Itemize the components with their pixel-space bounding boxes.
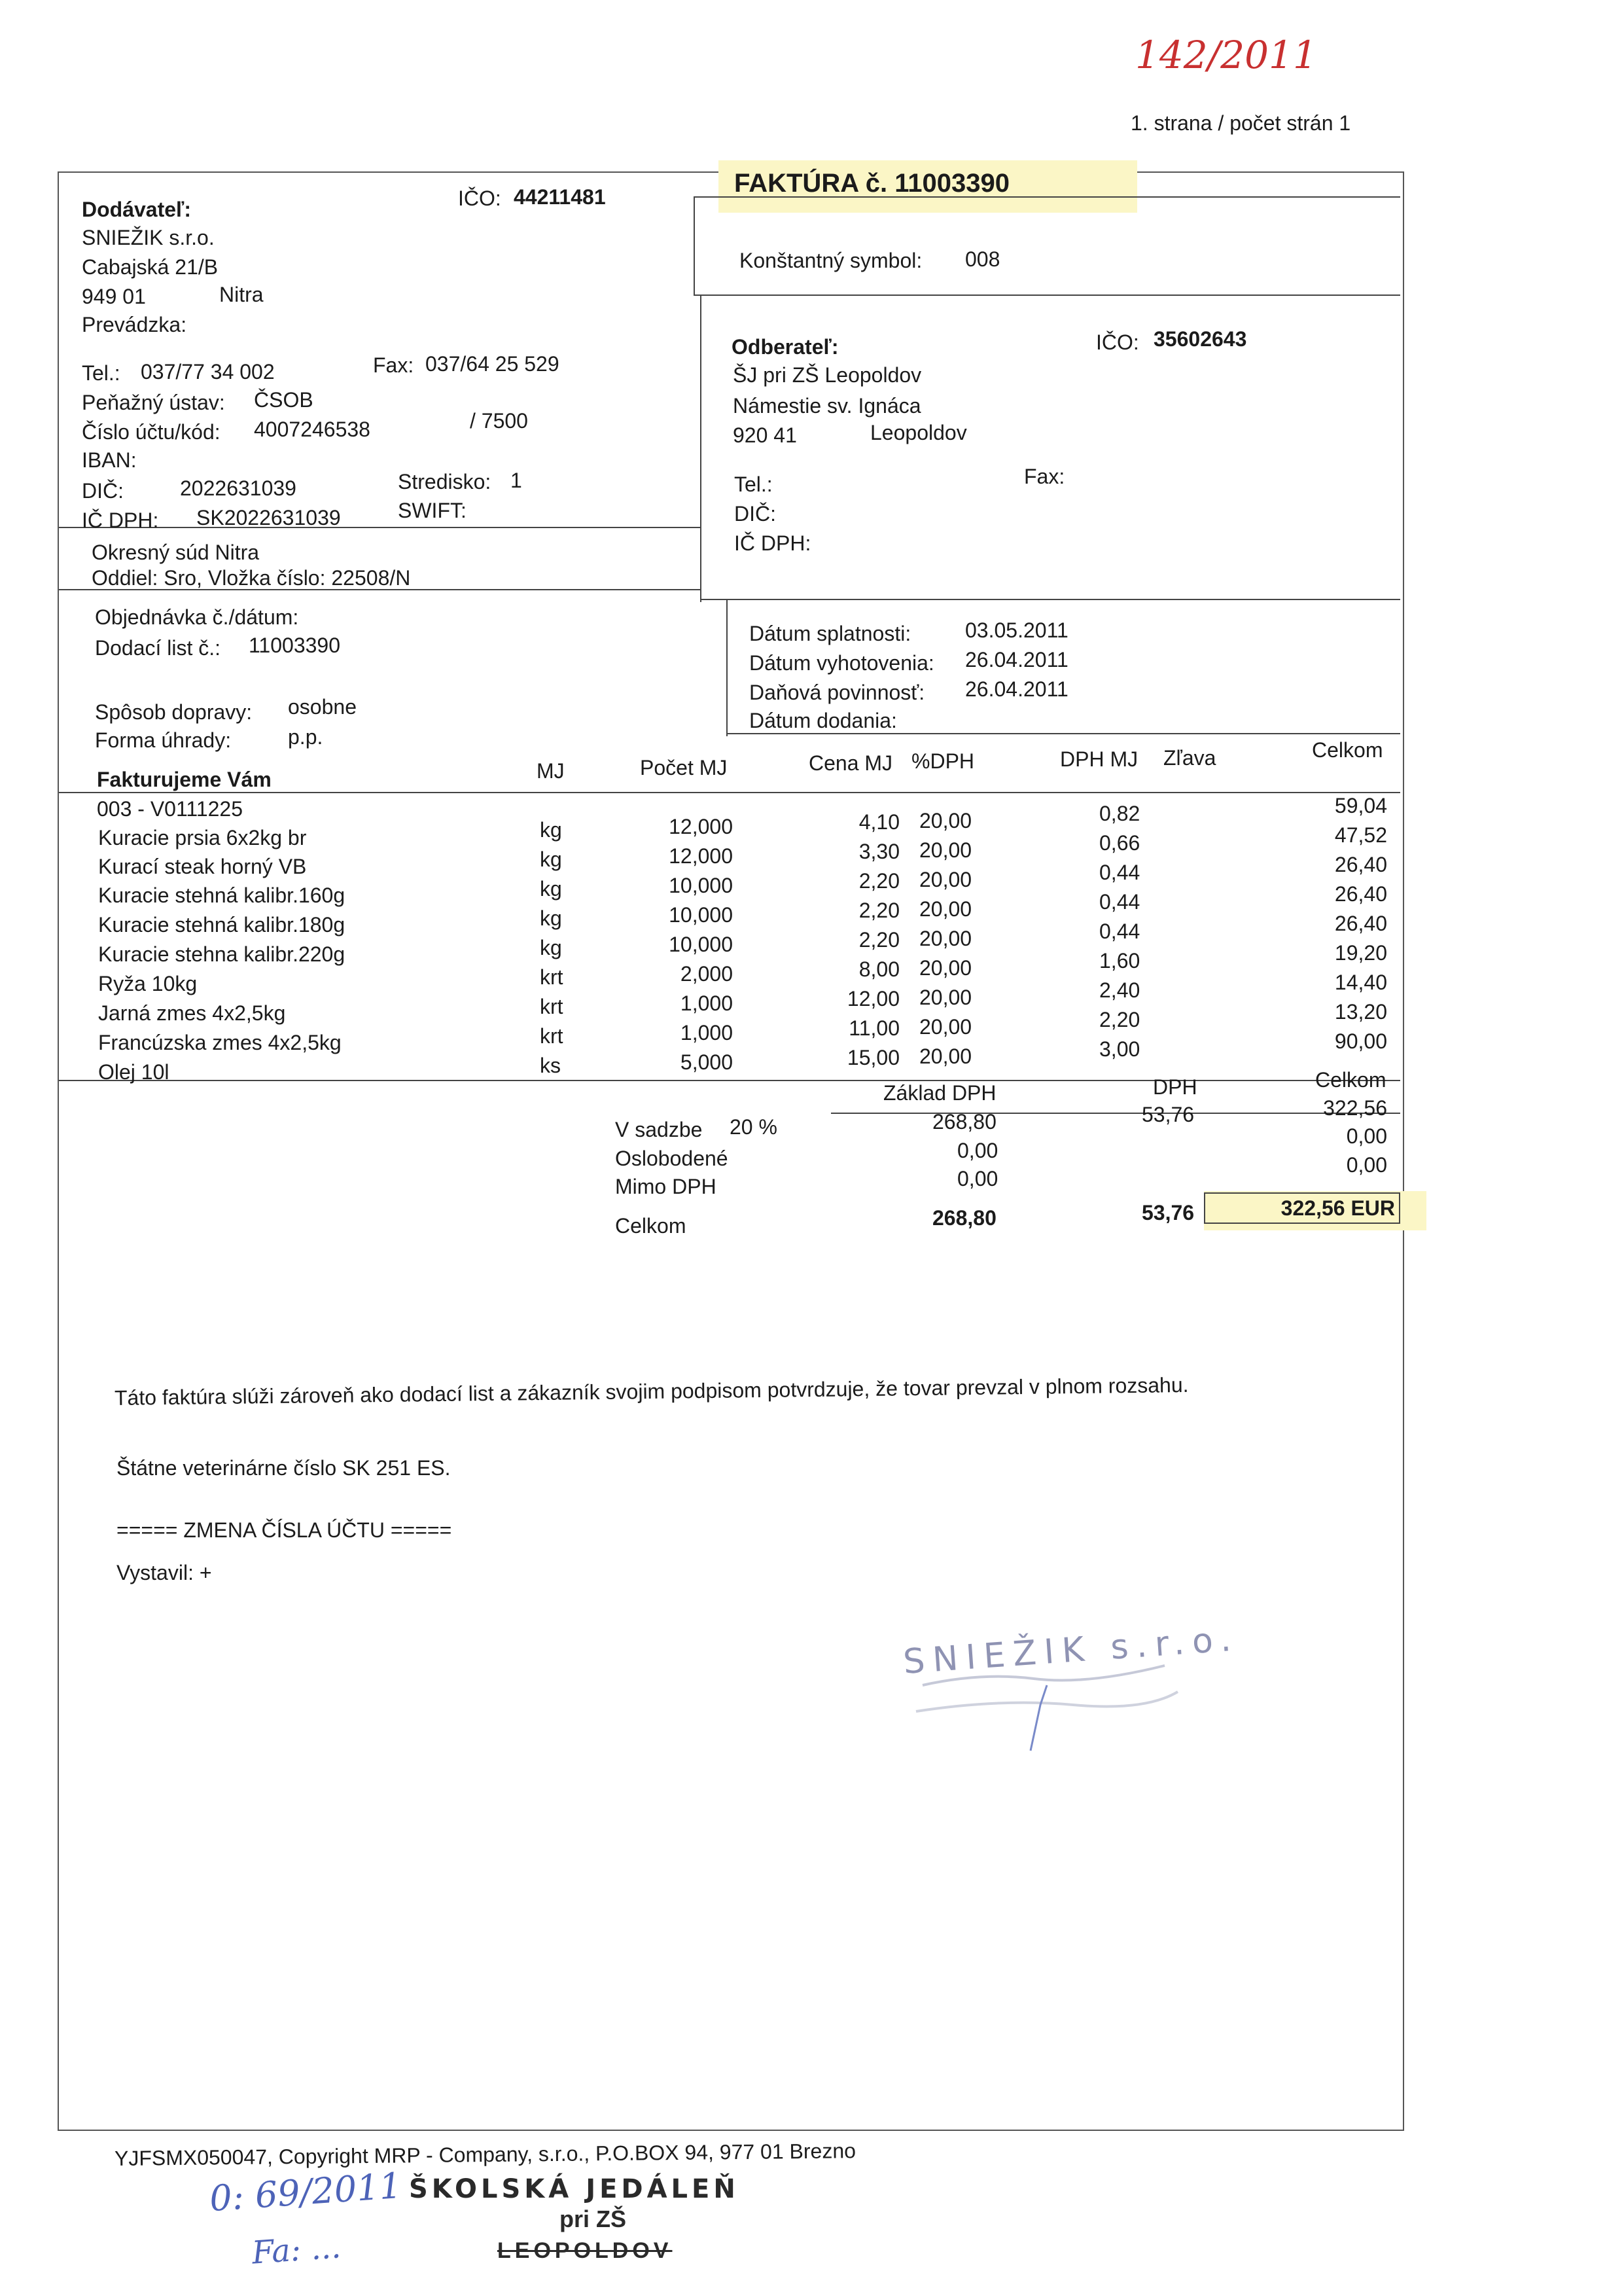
- item-name: Kuracie prsia 6x2kg br: [98, 826, 307, 849]
- item-mj: kg: [540, 906, 562, 930]
- item-qty: 10,000: [669, 874, 733, 897]
- customer-city: Leopoldov: [870, 421, 967, 444]
- item-qty: 12,000: [669, 815, 733, 838]
- handwritten-invoice-note: Fa: ...: [251, 2228, 342, 2272]
- item-vatmj: 0,82: [1099, 802, 1140, 825]
- school-stamp-line2: pri ZŠ: [559, 2206, 627, 2232]
- item-price: 4,10: [858, 810, 900, 834]
- item-total: 26,40: [1334, 912, 1387, 935]
- item-vatmj: 0,44: [1099, 890, 1140, 914]
- summary-outside-label: Mimo DPH: [615, 1175, 716, 1198]
- item-vat: 20,00: [919, 809, 972, 832]
- supplier-center: 1: [510, 469, 522, 492]
- note-veterinary: Štátne veterinárne číslo SK 251 ES.: [116, 1456, 451, 1480]
- item-price: 2,20: [858, 899, 900, 922]
- item-qty: 1,000: [680, 991, 733, 1015]
- stamp-text: SNIEŽIK s.r.o.: [902, 1619, 1241, 1682]
- customer-street: Námestie sv. Ignáca: [733, 394, 921, 418]
- supplier-ico: 44211481: [514, 185, 606, 209]
- summary-sum-total: 322,56 EUR: [1204, 1192, 1400, 1224]
- tax-date: 26.04.2011: [965, 677, 1068, 701]
- issued-by: Vystavil: +: [116, 1561, 212, 1584]
- item-price: 8,00: [858, 957, 900, 981]
- invoice-frame: [58, 171, 1404, 2131]
- due-date: 03.05.2011: [965, 618, 1068, 642]
- summary-total-header: Celkom: [1315, 1068, 1386, 1092]
- col-mj-header: MJ: [537, 759, 565, 783]
- invoice-title: FAKTÚRA č. 11003390: [734, 169, 1010, 198]
- supplier-court: Okresný súd Nitra: [92, 541, 260, 564]
- summary-outside-total: 0,00: [1346, 1153, 1387, 1177]
- item-mj: kg: [540, 877, 562, 901]
- supplier-bank-label: Peňažný ústav:: [82, 391, 225, 414]
- item-qty: 10,000: [669, 933, 733, 956]
- payment: p.p.: [288, 725, 323, 749]
- summary-exempt-label: Oslobodené: [615, 1147, 728, 1170]
- col-vatmj-header: DPH MJ: [1060, 747, 1139, 771]
- item-vatmj: 3,00: [1099, 1037, 1140, 1061]
- item-qty: 2,000: [680, 962, 733, 986]
- customer-name: ŠJ pri ZŠ Leopoldov: [733, 363, 922, 387]
- item-vatmj: 2,40: [1099, 978, 1140, 1002]
- school-stamp-line3: LEOPOLDOV: [497, 2238, 673, 2263]
- item-vatmj: 0,44: [1099, 920, 1140, 943]
- item-price: 12,00: [847, 987, 900, 1010]
- supplier-center-label: Stredisko:: [398, 470, 491, 493]
- due-date-label: Dátum splatnosti:: [749, 622, 911, 645]
- item-vat: 20,00: [919, 927, 972, 950]
- item-mj: kg: [540, 936, 562, 959]
- item-name: Kuracie stehna kalibr.220g: [98, 942, 345, 966]
- item-mj: kg: [540, 818, 562, 842]
- item-vatmj: 0,66: [1099, 831, 1140, 855]
- col-discount-header: Zľava: [1163, 746, 1216, 770]
- item-name: Ryža 10kg: [98, 972, 198, 995]
- item-total: 14,40: [1334, 971, 1387, 994]
- signature-icon: [903, 1659, 1184, 1757]
- footer-copyright: YJFSMX050047, Copyright MRP - Company, s.r.o., P.O.BOX 94, 977 01 Brezno: [114, 2139, 856, 2170]
- summary-rate-base: 268,80: [932, 1110, 997, 1134]
- supplier-iban-label: IBAN:: [82, 448, 137, 472]
- item-vatmj: 1,60: [1099, 949, 1140, 973]
- item-total: 19,20: [1334, 941, 1387, 965]
- item-vat: 20,00: [919, 956, 972, 980]
- transport-label: Spôsob dopravy:: [95, 700, 253, 724]
- school-stamp-title: ŠKOLSKÁ JEDÁLEŇ: [409, 2174, 739, 2204]
- supplier-bank-code: / 7500: [470, 409, 528, 433]
- summary-vat-header: DPH: [1153, 1075, 1197, 1099]
- transport: osobne: [288, 695, 357, 719]
- item-name: Kuracie stehná kalibr.160g: [98, 884, 345, 907]
- item-name: Olej 10l: [98, 1060, 169, 1084]
- supplier-fax: 037/64 25 529: [425, 352, 559, 376]
- item-price: 11,00: [849, 1016, 900, 1040]
- supplier-registry: Oddiel: Sro, Vložka číslo: 22508/N: [92, 566, 411, 590]
- item-vat: 20,00: [919, 1015, 972, 1039]
- item-price: 2,20: [858, 869, 900, 893]
- customer-heading: Odberateľ:: [732, 335, 839, 359]
- tax-date-label: Daňová povinnosť:: [749, 681, 925, 704]
- order-label: Objednávka č./dátum:: [95, 605, 299, 629]
- supplier-city: Nitra: [219, 283, 264, 306]
- note-account-change: ===== ZMENA ČÍSLA ÚČTU =====: [116, 1518, 452, 1542]
- note-delivery: Táto faktúra slúži zároveň ako dodací list a zákazník svojim podpisom potvrdzuje, že tovar prevzal v plnom rozsahu.: [114, 1372, 1189, 1410]
- summary-base-header: Základ DPH: [883, 1081, 997, 1105]
- col-qty-header: Počet MJ: [640, 756, 728, 779]
- summary-rate-label: V sadzbe: [615, 1118, 703, 1141]
- summary-outside-base: 0,00: [957, 1167, 998, 1190]
- item-total: 26,40: [1334, 853, 1387, 876]
- item-vat: 20,00: [919, 1045, 972, 1068]
- summary-rate: 20 %: [730, 1115, 777, 1139]
- item-total: 59,04: [1334, 794, 1387, 817]
- item-qty: 10,000: [669, 903, 733, 927]
- customer-zip: 920 41: [733, 423, 797, 447]
- col-items-header: Fakturujeme Vám: [97, 768, 272, 791]
- supplier-bank: ČSOB: [254, 388, 313, 412]
- item-vatmj: 2,20: [1099, 1008, 1140, 1031]
- summary-rate-vat: 53,76: [1142, 1103, 1195, 1126]
- supplier-dic-label: DIČ:: [82, 479, 124, 503]
- constant-symbol-label: Konštantný symbol:: [739, 249, 923, 272]
- summary-rate-total: 322,56: [1323, 1096, 1387, 1120]
- supplier-zip: 949 01: [82, 285, 146, 308]
- item-qty: 5,000: [680, 1050, 733, 1074]
- item-vat: 20,00: [919, 838, 972, 862]
- summary-sum-label: Celkom: [615, 1214, 686, 1238]
- item-price: 3,30: [858, 840, 900, 863]
- item-name: Jarná zmes 4x2,5kg: [98, 1001, 286, 1025]
- customer-ico-label: IČO:: [1096, 330, 1139, 354]
- issued-date: 26.04.2011: [965, 648, 1068, 671]
- supplier-fax-label: Fax:: [373, 353, 414, 377]
- item-vat: 20,00: [919, 986, 972, 1009]
- summary-sum-vat: 53,76: [1142, 1201, 1195, 1224]
- summary-exempt-total: 0,00: [1346, 1124, 1387, 1148]
- supplier-dic: 2022631039: [180, 476, 296, 500]
- item-mj: krt: [540, 1024, 563, 1048]
- item-total: 26,40: [1334, 882, 1387, 906]
- table-intro: 003 - V0111225: [97, 797, 243, 821]
- item-qty: 1,000: [680, 1021, 733, 1045]
- col-total-header: Celkom: [1312, 738, 1383, 762]
- supplier-tel: 037/77 34 002: [141, 360, 275, 384]
- item-mj: ks: [540, 1054, 561, 1077]
- item-total: 47,52: [1334, 823, 1387, 847]
- item-name: Kurací steak horný VB: [98, 855, 307, 878]
- item-price: 2,20: [858, 928, 900, 952]
- supplier-name: SNIEŽIK s.r.o.: [82, 226, 215, 249]
- item-vatmj: 0,44: [1099, 861, 1140, 884]
- item-mj: krt: [540, 995, 563, 1018]
- supplier-account-label: Číslo účtu/kód:: [82, 420, 221, 444]
- item-mj: krt: [540, 965, 563, 989]
- supplier-ico-label: IČO:: [458, 187, 501, 210]
- item-name: Francúzska zmes 4x2,5kg: [98, 1031, 342, 1054]
- constant-symbol: 008: [965, 247, 1000, 271]
- summary-sum-base: 268,80: [932, 1206, 997, 1230]
- item-vat: 20,00: [919, 868, 972, 891]
- customer-fax-label: Fax:: [1024, 465, 1065, 488]
- col-vat-header: %DPH: [911, 749, 975, 773]
- supplier-icdph: SK2022631039: [196, 506, 341, 529]
- handwritten-number: 142/2011: [1135, 33, 1317, 77]
- item-mj: kg: [540, 848, 562, 871]
- item-price: 15,00: [847, 1046, 900, 1069]
- item-vat: 20,00: [919, 897, 972, 921]
- col-price-header: Cena MJ: [809, 751, 893, 775]
- delivery-note: 11003390: [249, 634, 340, 657]
- item-total: 13,20: [1334, 1000, 1387, 1024]
- delivery-note-label: Dodací list č.:: [95, 636, 221, 660]
- supplier-icdph-label: IČ DPH:: [82, 509, 159, 532]
- issued-date-label: Dátum vyhotovenia:: [749, 651, 934, 675]
- delivery-date-label: Dátum dodania:: [749, 709, 897, 732]
- supplier-account: 4007246538: [254, 418, 370, 441]
- supplier-swift-label: SWIFT:: [398, 499, 467, 522]
- supplier-heading: Dodávateľ:: [82, 198, 192, 221]
- summary-exempt-base: 0,00: [957, 1139, 998, 1162]
- supplier-street: Cabajská 21/B: [82, 255, 219, 279]
- customer-icdph-label: IČ DPH:: [734, 531, 811, 555]
- page-info: 1. strana / počet strán 1: [1131, 111, 1351, 135]
- handwritten-order-number: 0: 69/2011: [208, 2164, 403, 2220]
- customer-ico: 35602643: [1154, 327, 1247, 351]
- item-qty: 12,000: [669, 844, 733, 868]
- supplier-branch: Prevádzka:: [82, 313, 187, 336]
- customer-dic-label: DIČ:: [734, 502, 776, 526]
- payment-label: Forma úhrady:: [95, 728, 232, 752]
- supplier-stamp: [902, 1619, 1241, 1751]
- item-total: 90,00: [1334, 1029, 1387, 1053]
- item-name: Kuracie stehná kalibr.180g: [98, 913, 345, 937]
- customer-tel-label: Tel.:: [734, 473, 773, 496]
- supplier-tel-label: Tel.:: [82, 361, 120, 385]
- invoice-number: 11003390: [894, 169, 1010, 198]
